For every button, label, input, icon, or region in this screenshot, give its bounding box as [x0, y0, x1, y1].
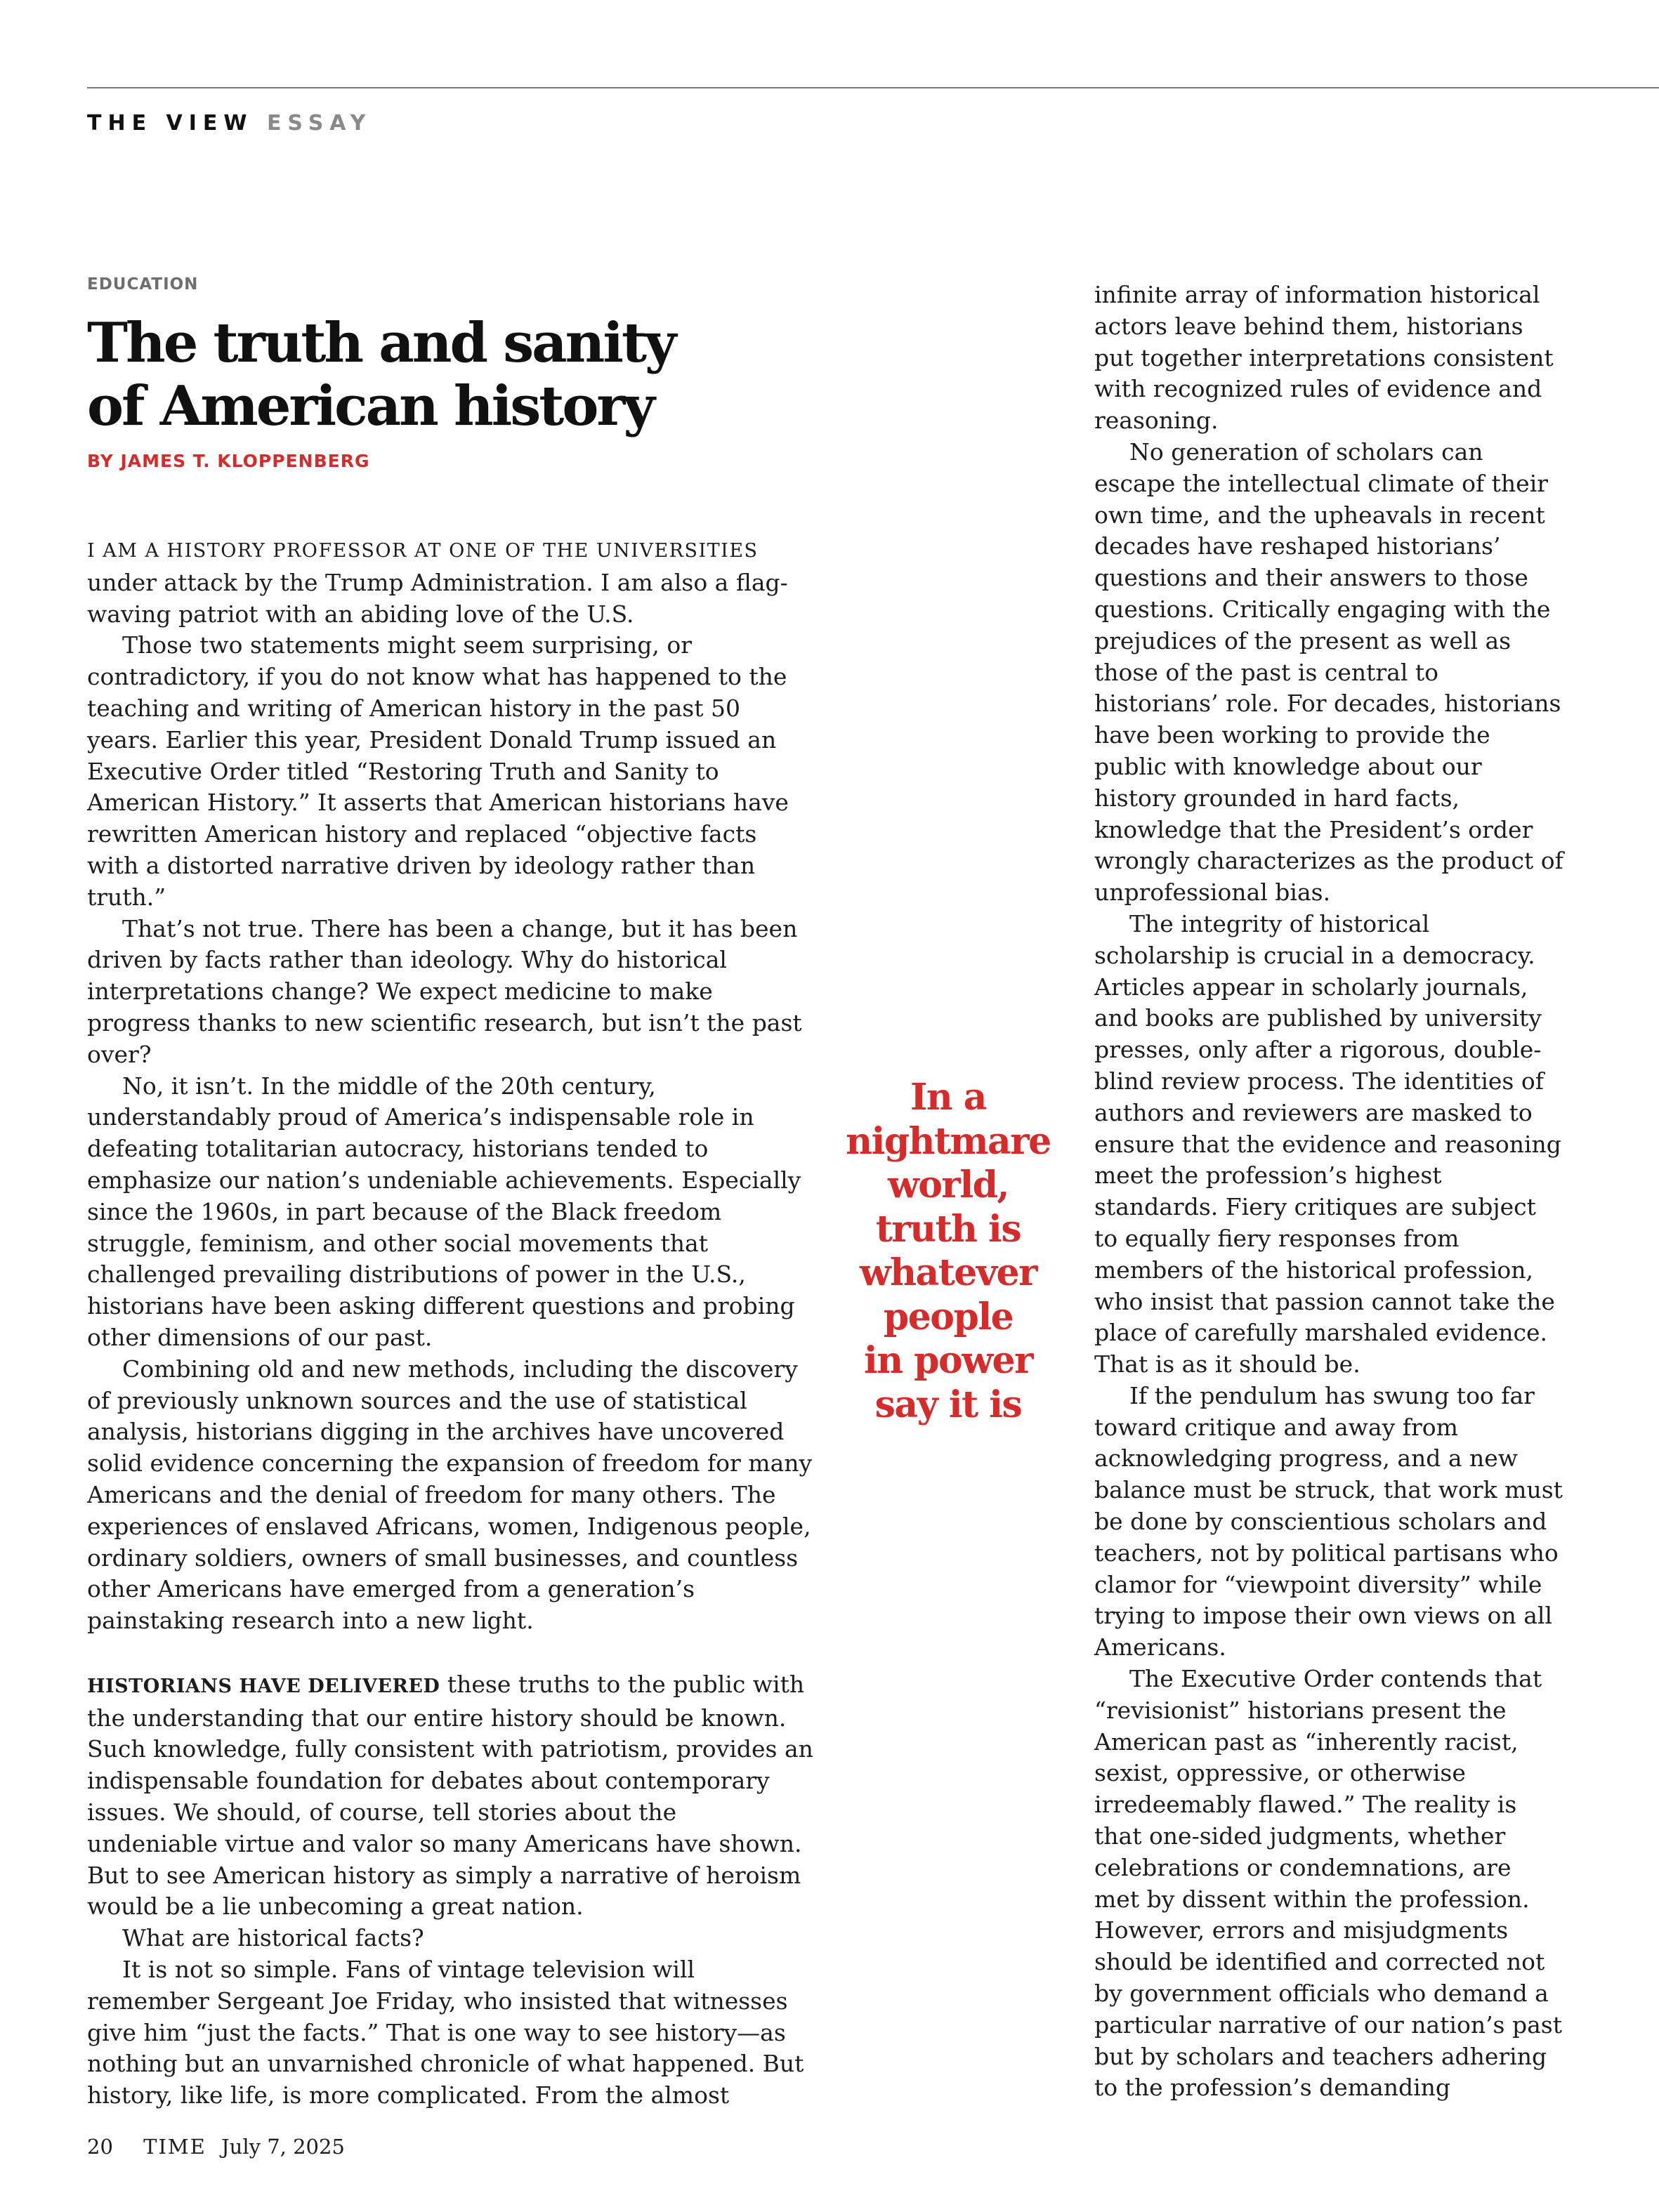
paragraph: Combining old and new methods, including the discovery of previously unknown sources and the use of statistical analysis, historians digging in the archives have uncovered solid evidence concerning the expansion of freedom for many Americans and the denial of freedom for many others. The experiences of enslaved Africans, women, Indigenous people, ordinary soldiers, owners of small businesses, and countless other Americans have emerged from a generation’s painstaking research into a new light.	[87, 1355, 813, 1635]
pull-quote-line: truth is	[875, 1207, 1021, 1251]
paragraph	[87, 534, 813, 630]
article-headline	[87, 312, 811, 438]
byline: BY JAMES T. KLOPPENBERG	[87, 451, 370, 471]
subsection-label: ESSAY	[266, 111, 372, 136]
paragraph: That’s not true. There has been a change, but it has been driven by facts rather than ideology. Why do historical interpretations change? We expect medicine to make progress thanks to new scientific research, but isn’t the past over?	[87, 914, 802, 1068]
body-column-right	[1094, 279, 1563, 2104]
pull-quote-line: In a	[910, 1076, 986, 1119]
pull-quote-line: world,	[887, 1164, 1009, 1206]
paragraph	[87, 1669, 813, 1923]
paragraph: Those two statements might seem surprising, or contradictory, if you do not know what has happened to the teaching and writing of American history in the past 50 years. Earlier this year, President Donald Trump issued an Executive Order titled “Restoring Truth and Sanity to American History.” It asserts that American historians have rewritten American history and replaced “objective facts with a distorted narrative driven by ideology rather than truth.”	[87, 631, 789, 911]
paragraph: infinite array of information historical actors leave behind them, historians put together interpretations consistent with recognized rules of evidence and reasoning.	[1094, 281, 1554, 435]
article-kicker: EDUCATION	[87, 275, 199, 294]
paragraph: No generation of scholars can escape the intellectual climate of their own time, and the upheavals in recent decades have reshaped historians’ questions and their answers to those questions. Critically engaging with the prejudices of the present as well as those of the past is central to historians’ role. For decades, historians have been working to provide the public with knowledge about our history grounded in hard facts, knowledge that the President’s order wrongly characterizes as the product of unprofessional bias.	[1094, 437, 1563, 907]
paragraph: No, it isn’t. In the middle of the 20th century, understandably proud of America’s indispensable role in defeating totalitarian autocracy, historians tended to emphasize our nation’s undeniable achievements. Especially since the 1960s, in part because of the Black freedom struggle, feminism, and other social movements that challenged prevailing distributions of power in the U.S., historians have been asking different questions and probing other dimensions of our past.	[87, 1072, 801, 1351]
page-number: 20	[87, 2135, 113, 2159]
pull-quote-line: whatever	[859, 1251, 1037, 1294]
paragraph: It is not so simple. Fans of vintage television will remember Sergeant Joe Friday, who insisted that witnesses give him “just the facts.” That is one way to see history—as nothing but an unvarnished chronicle of what happened. But history, like life, is more complicated. From the almost	[87, 1956, 804, 2109]
pull-quote-line: in power	[864, 1339, 1032, 1382]
article-header	[87, 275, 811, 471]
paragraph: The Executive Order contends that “revisionist” historians present the American past as “inherently racist, sexist, oppressive, or otherwise irredeemably flawed.” The reality is that one-sided judgments, whether celebrations or condemnations, are met by dissent within the profession. However, errors and misjudgments should be identified and corrected not by government officials who demand a particular narrative of our nation’s past but by scholars and teachers adhering to the profession’s demanding	[1094, 1665, 1562, 2102]
paragraph: If the pendulum has swung too far toward critique and away from acknowledging progress, and a new balance must be struck, that work must be done by conscientious scholars and teachers, not by political partisans who clamor for “viewpoint diversity” while trying to impose their own views on all Americans.	[1094, 1381, 1563, 1661]
section-label: THE VIEW	[87, 111, 254, 136]
headline-line-1: The truth and sanity	[87, 311, 675, 375]
magazine-name: TIME	[143, 2135, 206, 2159]
paragraph: The integrity of historical scholarship is crucial in a democracy. Articles appear in scholarly journals, and books are published by university presses, only after a rigorous, double-blind review process. The identities of authors and reviewers are masked to ensure that the evidence and reasoning meet the profession’s highest standards. Fiery critiques are subject to equally fiery responses from members of the historical profession, who insist that passion cannot take the place of carefully marshaled evidence. That is as it should be.	[1094, 909, 1561, 1378]
pull-quote-line: nightmare	[846, 1119, 1051, 1163]
section-header	[87, 111, 372, 136]
pull-quote-line: people	[883, 1295, 1014, 1338]
headline-line-2: of American history	[87, 374, 653, 438]
page-footer	[87, 2135, 345, 2159]
section-lead-in: HISTORIANS HAVE DELIVERED	[87, 1675, 440, 1697]
top-rule	[87, 87, 1659, 88]
lead-in: I AM A HISTORY PROFESSOR AT ONE OF THE UNIVERSITIES	[87, 540, 759, 562]
paragraph-text: under attack by the Trump Administration. I am also a flag-waving patriot with an abiding love of the U.S.	[87, 568, 788, 628]
paragraph-text: these truths to the public with the understanding that our entire history should be known. Such knowledge, fully consistent with patriotism, provides an indispensable foundation for debates about contemporary issues. We should, of course, tell stories about the undeniable virtue and valor so many Americans have shown. But to see American history as simply a narrative of heroism would be a lie unbecoming a great nation.	[87, 1670, 813, 1921]
paragraph: What are historical facts?	[122, 1924, 424, 1952]
body-column-left	[87, 534, 813, 2112]
pull-quote	[829, 1076, 1068, 1427]
pull-quote-line: say it is	[874, 1383, 1022, 1426]
issue-date: July 7, 2025	[221, 2135, 345, 2159]
